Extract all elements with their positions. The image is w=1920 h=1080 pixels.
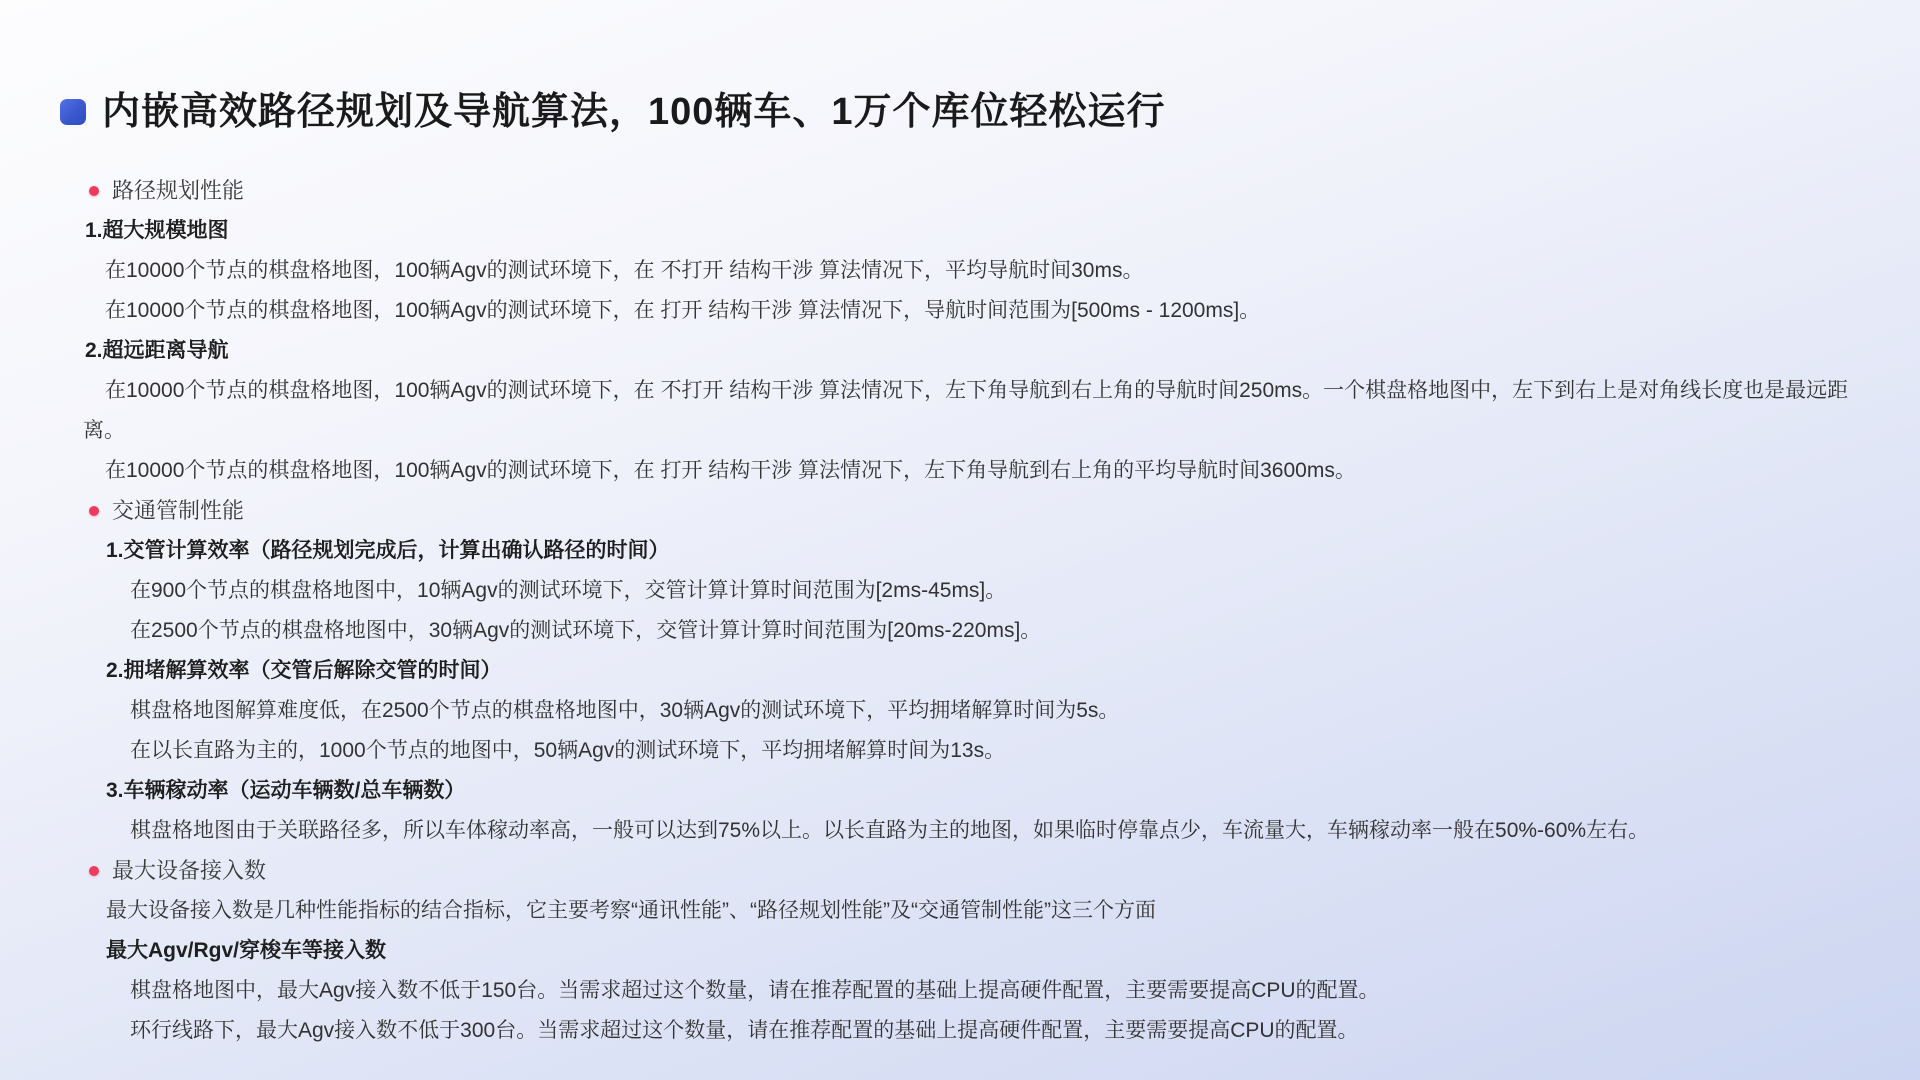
subsection-heading: 2.超远距离导航: [85, 339, 229, 362]
section-title: 交通管制性能: [112, 498, 245, 523]
title-bullet-icon: [60, 99, 86, 125]
section-header-traffic-control: [89, 491, 1880, 531]
paragraph: 在2500个节点的棋盘格地图中，30辆Agv的测试环境下，交管计算计算时间范围为[20ms-220ms]。: [130, 619, 1042, 642]
paragraph: 在10000个节点的棋盘格地图，100辆Agv的测试环境下，在 不打开 结构干涉 算法情况下，左下角导航到右上角的导航时间250ms。一个棋盘格地图中，左下到右上是对角线长度也是最远距离。: [83, 379, 1849, 442]
paragraph: 最大设备接入数是几种性能指标的结合指标，它主要考察“通讯性能”、“路径规划性能”及“交通管制性能”这三个方面: [106, 899, 1156, 922]
section-bullet-icon: [89, 866, 99, 876]
subsection-heading: 最大Agv/Rgv/穿梭车等接入数: [106, 939, 387, 962]
paragraph: 在以长直路为主的，1000个节点的地图中，50辆Agv的测试环境下，平均拥堵解算时间为13s。: [130, 739, 1006, 762]
paragraph: 在900个节点的棋盘格地图中，10辆Agv的测试环境下，交管计算计算时间范围为[2ms-45ms]。: [130, 579, 1007, 602]
section-title: 最大设备接入数: [112, 858, 267, 883]
paragraph: 棋盘格地图由于关联路径多，所以车体稼动率高，一般可以达到75%以上。以长直路为主的地图，如果临时停靠点少，车流量大，车辆稼动率一般在50%-60%左右。: [130, 819, 1650, 842]
section-title: 路径规划性能: [112, 178, 245, 203]
subsection-heading: 1.交管计算效率（路径规划完成后，计算出确认路径的时间）: [106, 539, 670, 562]
section-header-max-devices: [89, 851, 1880, 891]
section-header-path-planning: [89, 171, 1880, 211]
paragraph: 棋盘格地图解算难度低，在2500个节点的棋盘格地图中，30辆Agv的测试环境下，平均拥堵解算时间为5s。: [130, 699, 1120, 722]
section-bullet-icon: [89, 506, 99, 516]
subsection-heading: 3.车辆稼动率（运动车辆数/总车辆数）: [106, 779, 466, 802]
page-title: 内嵌高效路径规划及导航算法，100辆车、1万个库位轻松运行: [102, 91, 1166, 133]
section-bullet-icon: [89, 186, 99, 196]
paragraph: 在10000个节点的棋盘格地图，100辆Agv的测试环境下，在 不打开 结构干涉 算法情况下，平均导航时间30ms。: [105, 259, 1144, 282]
paragraph: 环行线路下，最大Agv接入数不低于300台。当需求超过这个数量，请在推荐配置的基础上提高硬件配置，主要需要提高CPU的配置。: [130, 1019, 1359, 1042]
paragraph: 在10000个节点的棋盘格地图，100辆Agv的测试环境下，在 打开 结构干涉 算法情况下，左下角导航到右上角的平均导航时间3600ms。: [105, 459, 1356, 482]
slide-content: [60, 171, 1880, 1051]
paragraph: 棋盘格地图中，最大Agv接入数不低于150台。当需求超过这个数量，请在推荐配置的基础上提高硬件配置，主要需要提高CPU的配置。: [130, 979, 1380, 1002]
paragraph: 在10000个节点的棋盘格地图，100辆Agv的测试环境下，在 打开 结构干涉 算法情况下，导航时间范围为[500ms - 1200ms]。: [105, 299, 1261, 322]
subsection-heading: 2.拥堵解算效率（交管后解除交管的时间）: [106, 659, 502, 682]
subsection-heading: 1.超大规模地图: [85, 219, 229, 242]
page-title-row: [60, 0, 1880, 136]
